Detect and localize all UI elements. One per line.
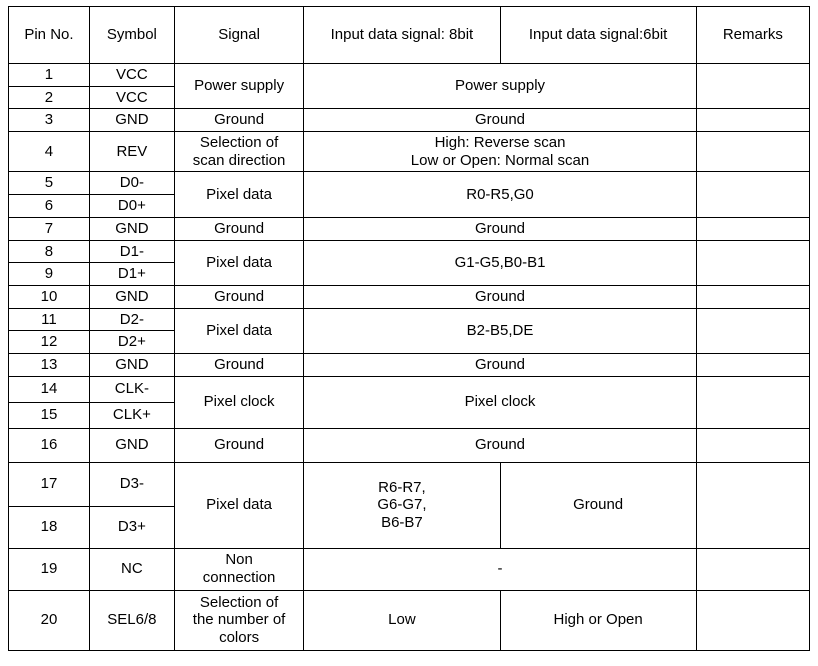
- signal: Ground: [174, 285, 303, 308]
- remarks: [696, 285, 809, 308]
- pin-no: 5: [9, 172, 90, 195]
- input-data: Power supply: [304, 64, 696, 109]
- signal: [174, 548, 303, 590]
- pin-assignment-sheet: [0, 6, 818, 666]
- pin-no: 7: [9, 217, 90, 240]
- signal: Pixel clock: [174, 376, 303, 428]
- input-data: Ground: [304, 353, 696, 376]
- input-data: Pixel clock: [304, 376, 696, 428]
- table-row: [9, 590, 810, 650]
- table-row: [9, 132, 810, 172]
- signal-line-2: the number of: [192, 611, 286, 629]
- table-header-row: [9, 7, 810, 64]
- input-data: Ground: [304, 285, 696, 308]
- pin-no: 3: [9, 109, 90, 132]
- remarks: [696, 428, 809, 462]
- pin-no: 13: [9, 353, 90, 376]
- symbol: D0+: [89, 195, 174, 218]
- table-row: [9, 217, 810, 240]
- symbol: D2-: [89, 308, 174, 331]
- pin-no: 2: [9, 86, 90, 109]
- input-data: -: [304, 548, 696, 590]
- signal-line-3: colors: [219, 628, 260, 646]
- signal: Ground: [174, 109, 303, 132]
- table-row: [9, 109, 810, 132]
- pin-no: 20: [9, 590, 90, 650]
- input-data: B2-B5,DE: [304, 308, 696, 353]
- pin-no: 12: [9, 331, 90, 354]
- input-data-6bit: High or Open: [500, 590, 696, 650]
- signal: Pixel data: [174, 172, 303, 217]
- signal-line-2: connection: [202, 569, 276, 587]
- pin-no: 1: [9, 64, 90, 87]
- symbol: D2+: [89, 331, 174, 354]
- table-row: [9, 240, 810, 263]
- table-row: [9, 462, 810, 506]
- pin-no: 15: [9, 402, 90, 428]
- pin-no: 9: [9, 263, 90, 286]
- signal: Power supply: [174, 64, 303, 109]
- symbol: D0-: [89, 172, 174, 195]
- remarks: [696, 64, 809, 109]
- pin-no: 11: [9, 308, 90, 331]
- symbol: CLK+: [89, 402, 174, 428]
- symbol: D3-: [89, 462, 174, 506]
- input-data: Ground: [304, 217, 696, 240]
- signal: Pixel data: [174, 308, 303, 353]
- table-row: [9, 172, 810, 195]
- remarks: [696, 462, 809, 548]
- table-row: [9, 285, 810, 308]
- symbol: D3+: [89, 506, 174, 548]
- input-data-8bit: Low: [304, 590, 500, 650]
- symbol: VCC: [89, 86, 174, 109]
- symbol: GND: [89, 353, 174, 376]
- signal-line-1: Selection of: [199, 593, 279, 611]
- remarks: [696, 132, 809, 172]
- symbol: REV: [89, 132, 174, 172]
- header-input-8bit: Input data signal: 8bit: [304, 7, 500, 64]
- signal-line-1: Non: [225, 551, 253, 569]
- remarks: [696, 109, 809, 132]
- remarks: [696, 217, 809, 240]
- pin-no: 18: [9, 506, 90, 548]
- table-row: [9, 376, 810, 402]
- remarks: [696, 240, 809, 285]
- input-data-8bit-line-1: R6-R7,: [378, 478, 426, 496]
- table-row: [9, 64, 810, 87]
- symbol: D1+: [89, 263, 174, 286]
- symbol: GND: [89, 217, 174, 240]
- table-row: [9, 548, 810, 590]
- input-data-line-2: Low or Open: Normal scan: [410, 151, 590, 169]
- symbol: GND: [89, 285, 174, 308]
- input-data: G1-G5,B0-B1: [304, 240, 696, 285]
- symbol: NC: [89, 548, 174, 590]
- input-data: R0-R5,G0: [304, 172, 696, 217]
- signal: [174, 590, 303, 650]
- symbol: SEL6/8: [89, 590, 174, 650]
- pin-no: 8: [9, 240, 90, 263]
- input-data-8bit-line-3: B6-B7: [381, 513, 423, 531]
- symbol: CLK-: [89, 376, 174, 402]
- pin-no: 19: [9, 548, 90, 590]
- input-data: Ground: [304, 109, 696, 132]
- signal: Ground: [174, 217, 303, 240]
- symbol: D1-: [89, 240, 174, 263]
- remarks: [696, 376, 809, 428]
- signal: Ground: [174, 428, 303, 462]
- input-data-8bit: [304, 462, 500, 548]
- symbol: VCC: [89, 64, 174, 87]
- header-signal: Signal: [174, 7, 303, 64]
- pin-no: 6: [9, 195, 90, 218]
- remarks: [696, 308, 809, 353]
- header-symbol: Symbol: [89, 7, 174, 64]
- signal: Pixel data: [174, 240, 303, 285]
- pin-no: 16: [9, 428, 90, 462]
- signal: [174, 132, 303, 172]
- symbol: GND: [89, 109, 174, 132]
- pin-no: 17: [9, 462, 90, 506]
- table-row: [9, 353, 810, 376]
- table-row: [9, 308, 810, 331]
- signal: Pixel data: [174, 462, 303, 548]
- input-data: Ground: [304, 428, 696, 462]
- input-data: [304, 132, 696, 172]
- pin-no: 4: [9, 132, 90, 172]
- remarks: [696, 548, 809, 590]
- input-data-8bit-line-2: G6-G7,: [377, 496, 427, 514]
- header-remarks: Remarks: [696, 7, 809, 64]
- signal-line-2: scan direction: [192, 151, 286, 169]
- remarks: [696, 172, 809, 217]
- pin-assignment-table: [8, 6, 810, 651]
- remarks: [696, 590, 809, 650]
- input-data-6bit: Ground: [500, 462, 696, 548]
- signal: Ground: [174, 353, 303, 376]
- input-data-line-1: High: Reverse scan: [434, 134, 566, 152]
- pin-no: 10: [9, 285, 90, 308]
- table-row: [9, 428, 810, 462]
- pin-no: 14: [9, 376, 90, 402]
- header-input-6bit: Input data signal:6bit: [500, 7, 696, 64]
- remarks: [696, 353, 809, 376]
- header-pin-no: Pin No.: [9, 7, 90, 64]
- signal-line-1: Selection of: [199, 134, 279, 152]
- symbol: GND: [89, 428, 174, 462]
